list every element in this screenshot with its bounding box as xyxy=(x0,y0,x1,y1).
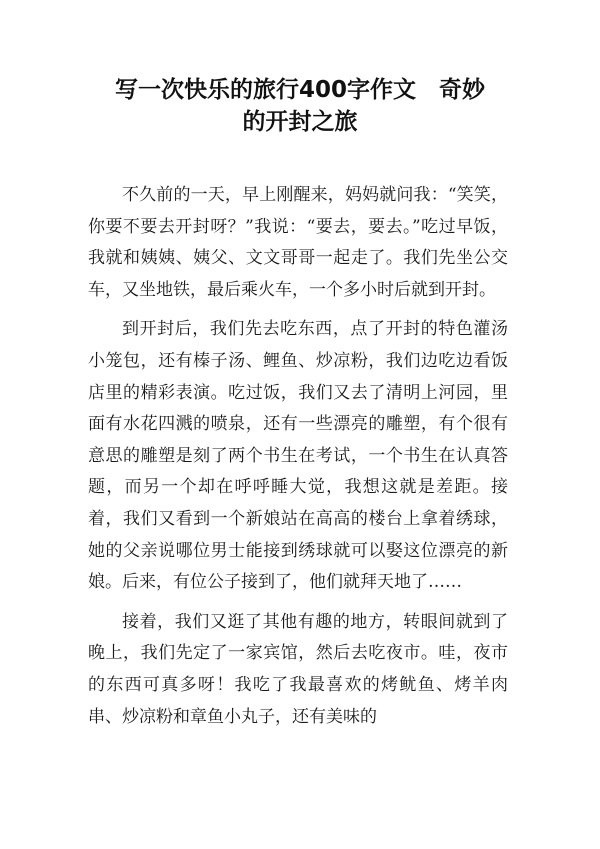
paragraph-2: 到开封后，我们先去吃东西，点了开封的特色灌汤小笼包，还有榛子汤、鲤鱼、炒凉粉，我们边吃边看饭店里的精彩表演。吃过饭，我们又去了清明上河园，里面有水花四溅的喷泉，还有一些漂亮的雕塑，有个很有意思的雕塑是刻了两个书生在考试，一个书生在认真答题，而另一个却在呼呼睡大觉，我想这就是差距。接着，我们又看到一个新娘站在高高的楼台上拿着绣球，她的父亲说哪位男士能接到绣球就可以娶这位漂亮的新娘。后来，有位公子接到了，他们就拜天地了…… xyxy=(88,319,508,593)
paragraph-3: 接着，我们又逛了其他有趣的地方，转眼间就到了晚上，我们先定了一家宾馆，然后去吃夜市。哇，夜市的东西可真多呀！我吃了我最喜欢的烤鱿鱼、烤羊肉串、炒凉粉和章鱼小丸子，还有美味的 xyxy=(88,611,508,727)
paragraph-1: 不久前的一天，早上刚醒来，妈妈就问我：“笑笑，你要不要去开封呀？”我说：“要去，要去。”吃过早饭，我就和姨姨、姨父、文文哥哥一起走了。我们先坐公交车，又坐地铁，最后乘火车，一个多小时后就到开封。 xyxy=(88,185,508,300)
title-line-1: 写一次快乐的旅行400字作文 奇妙 xyxy=(114,77,485,103)
document-title xyxy=(60,74,540,138)
title-line-2: 的开封之旅 xyxy=(242,109,358,135)
essay-body xyxy=(88,180,508,741)
